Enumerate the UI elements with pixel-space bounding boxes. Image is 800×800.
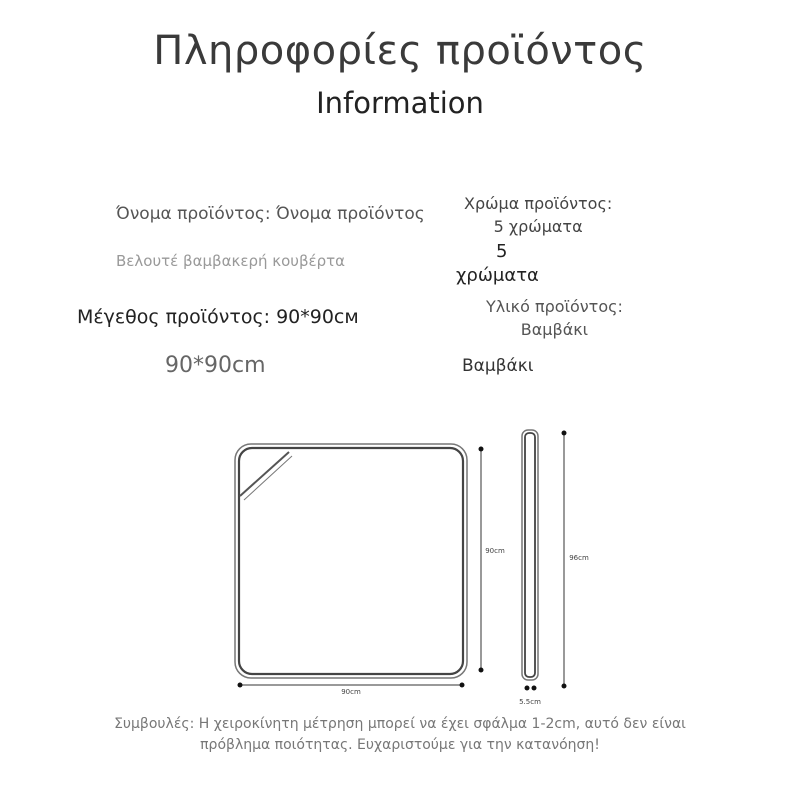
side-height-dimension xyxy=(562,431,589,689)
measurement-tips xyxy=(0,714,800,756)
side-thickness-dimension xyxy=(519,686,541,707)
product-color-value-line1: 5 xyxy=(496,241,508,262)
blanket-front-view xyxy=(235,444,467,678)
front-width-label: 90cm xyxy=(341,688,361,696)
page-title: Πληροφορίες προϊόντος xyxy=(153,28,647,74)
product-material-label-line1: Υλικό προϊόντος: xyxy=(486,297,623,316)
product-size-label: Μέγεθος προϊόντος: 90*90cм xyxy=(77,306,359,328)
side-height-label: 96cm xyxy=(569,554,589,562)
tips-line1: Συμβουλές: Η χειροκίνητη μέτρηση μπορεί να έχει σφάλμα 1-2cm, αυτό δεν είναι xyxy=(114,716,686,732)
front-height-label: 90cm xyxy=(485,547,505,555)
product-color-label-line2: 5 χρώματα xyxy=(493,217,583,236)
side-thickness-label: 5.5cm xyxy=(519,698,541,706)
product-name-label: Όνομα προϊόντος: Όνομα προϊόντος xyxy=(116,204,425,224)
blanket-side-view xyxy=(522,430,538,680)
product-material-value: Βαμβάκι xyxy=(462,356,534,376)
tips-line2: πρόβλημα ποιότητας. Ευχαριστούμε για την κατανόηση! xyxy=(200,737,600,753)
front-width-dimension xyxy=(238,683,465,697)
product-color-label-line1: Χρώμα προϊόντος: xyxy=(464,194,613,213)
product-size-value: 90*90cm xyxy=(165,353,266,378)
product-name-value: Βελουτέ βαμβακερή κουβέρτα xyxy=(116,252,346,270)
front-height-dimension xyxy=(479,447,505,673)
product-material-label-line2: Βαμβάκι xyxy=(520,320,589,339)
product-color-value-line2: χρώματα xyxy=(456,265,539,286)
page-subtitle: Information xyxy=(316,86,484,120)
